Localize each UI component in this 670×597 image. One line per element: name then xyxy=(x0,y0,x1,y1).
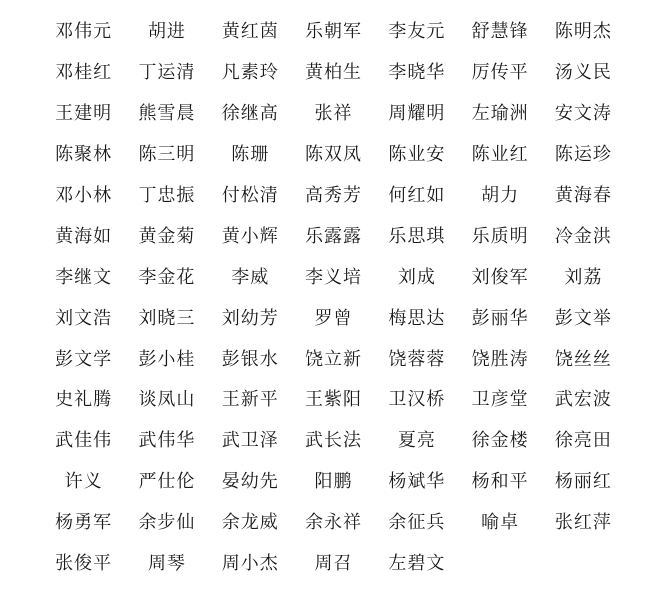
name-entry: 王紫阳 xyxy=(305,389,363,411)
name-entry: 余步仙 xyxy=(138,512,196,534)
name-entry: 李继文 xyxy=(55,266,113,288)
name-entry: 卫彦堂 xyxy=(471,389,529,411)
name-entry: 乐思琪 xyxy=(388,225,446,247)
name-entry: 李威 xyxy=(231,266,270,288)
name-entry: 刘晓三 xyxy=(138,307,196,329)
name-entry: 杨丽红 xyxy=(554,471,612,493)
name-entry: 余龙威 xyxy=(221,512,279,534)
name-list-grid xyxy=(42,10,625,582)
name-entry: 胡进 xyxy=(147,21,186,43)
name-entry: 武宏波 xyxy=(554,389,612,411)
name-entry: 阳鹏 xyxy=(314,471,353,493)
name-entry: 陈聚林 xyxy=(55,144,113,166)
name-entry: 邓桂红 xyxy=(55,62,113,84)
name-entry: 喻卓 xyxy=(481,512,520,534)
name-entry: 李晓华 xyxy=(388,62,446,84)
name-entry: 刘幼芳 xyxy=(221,307,279,329)
name-entry: 冷金洪 xyxy=(554,225,612,247)
name-entry: 徐继高 xyxy=(221,103,279,125)
name-entry: 周琴 xyxy=(147,553,186,575)
name-entry: 饶蓉蓉 xyxy=(388,348,446,370)
name-entry: 黄海春 xyxy=(554,185,612,206)
name-entry: 李友元 xyxy=(388,21,446,43)
name-entry: 陈三明 xyxy=(138,144,196,166)
name-entry: 余永祥 xyxy=(305,512,363,534)
name-entry: 武卫泽 xyxy=(221,430,279,452)
name-entry: 汤义民 xyxy=(554,62,612,84)
name-entry: 彭小桂 xyxy=(138,348,196,370)
name-entry: 陈双凤 xyxy=(305,144,363,166)
name-entry: 邓伟元 xyxy=(55,21,113,43)
name-entry: 彭文举 xyxy=(554,307,612,329)
name-entry: 史礼腾 xyxy=(55,389,113,411)
name-entry: 凡素玲 xyxy=(221,62,279,84)
name-entry: 饶丝丝 xyxy=(554,348,612,370)
name-entry: 许义 xyxy=(64,471,103,493)
name-entry: 陈运珍 xyxy=(554,144,612,166)
name-entry: 罗曾 xyxy=(314,307,353,329)
name-entry: 刘荔 xyxy=(564,266,603,288)
name-entry: 周耀明 xyxy=(388,103,446,125)
name-entry: 厉传平 xyxy=(471,62,529,84)
name-entry: 黄海如 xyxy=(55,225,113,247)
name-entry: 李金花 xyxy=(138,266,196,288)
name-entry: 张祥 xyxy=(314,103,353,125)
name-entry: 饶胜涛 xyxy=(471,348,529,370)
name-entry: 杨斌华 xyxy=(388,471,446,493)
name-entry: 陈明杰 xyxy=(554,21,612,43)
name-entry: 刘文浩 xyxy=(55,307,113,329)
name-entry: 刘俊军 xyxy=(471,266,529,288)
name-entry: 黄柏生 xyxy=(305,62,363,84)
name-entry: 周小杰 xyxy=(221,553,279,575)
name-entry: 丁忠振 xyxy=(138,185,196,206)
name-entry: 夏亮 xyxy=(397,430,436,452)
name-entry: 陈业安 xyxy=(388,144,446,166)
name-entry: 熊雪晨 xyxy=(138,103,196,125)
name-entry: 高秀芳 xyxy=(305,185,363,206)
name-entry: 黄小辉 xyxy=(221,225,279,247)
name-entry: 丁运清 xyxy=(138,62,196,84)
name-entry: 彭丽华 xyxy=(471,307,529,329)
name-entry: 舒慧锋 xyxy=(471,21,529,43)
name-entry: 何红如 xyxy=(388,185,446,206)
name-entry: 张红萍 xyxy=(554,512,612,534)
name-entry: 彭银水 xyxy=(221,348,279,370)
name-entry: 刘成 xyxy=(397,266,436,288)
name-entry: 黄红茵 xyxy=(221,21,279,43)
name-entry: 乐质明 xyxy=(471,225,529,247)
name-entry: 杨和平 xyxy=(471,471,529,493)
name-entry: 乐露露 xyxy=(305,225,363,247)
name-entry: 武伟华 xyxy=(138,430,196,452)
name-entry: 谈凤山 xyxy=(138,389,196,411)
name-entry: 乐朝军 xyxy=(305,21,363,43)
name-entry: 周召 xyxy=(314,553,353,575)
name-entry: 严仕伦 xyxy=(138,471,196,493)
name-entry: 余征兵 xyxy=(388,512,446,534)
name-entry: 武佳伟 xyxy=(55,430,113,452)
name-entry: 李义培 xyxy=(305,266,363,288)
name-entry: 张俊平 xyxy=(55,553,113,575)
name-entry: 陈业红 xyxy=(471,144,529,166)
name-entry: 安文涛 xyxy=(554,103,612,125)
name-entry: 卫汉桥 xyxy=(388,389,446,411)
name-entry: 王新平 xyxy=(221,389,279,411)
name-entry: 左瑜洲 xyxy=(471,103,529,125)
name-entry: 邓小林 xyxy=(55,185,113,206)
name-entry: 付松清 xyxy=(221,185,279,206)
name-entry: 彭文学 xyxy=(55,348,113,370)
name-entry: 徐亮田 xyxy=(554,430,612,452)
name-entry: 武长法 xyxy=(305,430,363,452)
name-entry: 晏幼先 xyxy=(221,471,279,493)
name-entry: 胡力 xyxy=(481,185,520,206)
name-entry: 王建明 xyxy=(55,103,113,125)
name-entry: 杨勇军 xyxy=(55,512,113,534)
name-entry: 黄金菊 xyxy=(138,225,196,247)
name-entry: 饶立新 xyxy=(305,348,363,370)
name-entry: 陈珊 xyxy=(231,144,270,166)
name-entry: 徐金楼 xyxy=(471,430,529,452)
name-entry: 左碧文 xyxy=(388,553,446,575)
name-entry: 梅思达 xyxy=(388,307,446,329)
